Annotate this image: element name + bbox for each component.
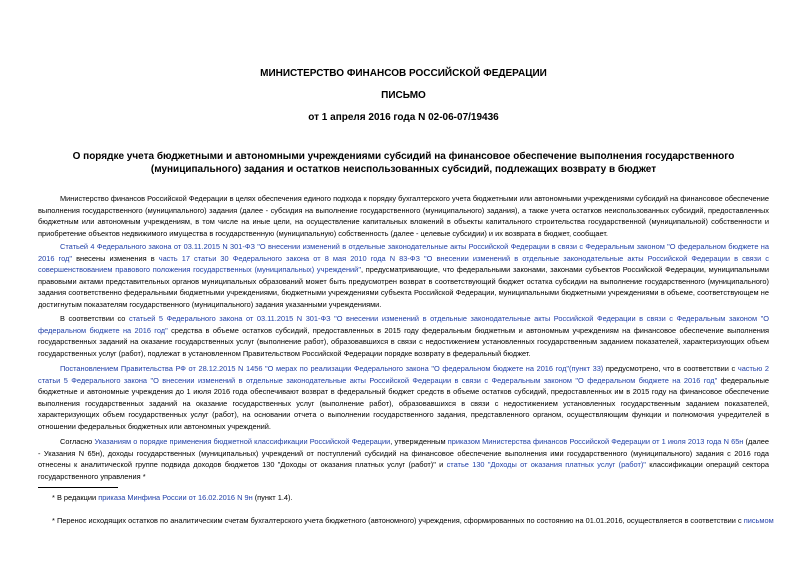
footnote-2-text-0: Перенос исходящих остатков по аналитическим счетам бухгалтерского учета бюджетного (автономного) учреждения, сформированных по состоянию на 01.01.2016, осуществляется в соответствии с [54,516,744,525]
law-83-article-30-link[interactable]: часть 17 статьи 30 Федерального закона от 8 мая 2010 года N 83-ФЗ "О внесении изменений в отдельные законодательные акты Российской Федерации в связи с совершенствованием правового положения государственных (муниципальных) учреждений" [38,253,769,274]
paragraph-4 [38,363,769,432]
paragraph-2 [38,241,769,310]
footnote-1 [38,492,769,503]
paragraph-2-text-1: внесены изменения в [71,253,159,263]
paragraph-3 [38,313,769,359]
law-article-5-part-2-link[interactable]: частью 2 статьи 5 Федерального закона "О внесении изменений в отдельные законодательные акты Российской Федерации в связи с Федеральным законом "О федеральном бюджете на 2016 год" [38,364,769,385]
article-130-link[interactable]: статье 130 "Доходы от оказания платных услуг (работ)" [446,460,646,469]
order-9n-link[interactable]: приказа Минфина России от 16.02.2016 N 9н [98,493,253,502]
footnote-2 [38,515,774,526]
document-date-number: от 1 апреля 2016 года N 02-06-07/19436 [308,112,499,123]
document-type: ПИСЬМО [381,90,426,101]
budget-classification-instructions-link[interactable]: Указаниям о порядке применения бюджетной классификации Российской Федерации [94,437,391,446]
letter-link[interactable]: письмом [743,516,774,525]
paragraph-1-text: Министерство финансов Российской Федерации в целях обеспечения единого подхода к порядку бухгалтерского учета бюджетными или автономными учреждениями субсидий на финансовое обеспечение выполнения государственного (муниципального) задания (далее - субсидия на выполнение государственного (муниципального) задания), а также учета остатков неиспользованных субсидий, предоставленных бюджетным или автономным учреждениям, в том числе на иные цели, на осуществление капитальных вложений в объекты капитального строительства государственной (муниципальной) собственности и приобретение объектов недвижимого имущества в государственную (муниципальную) собственность (далее - целевые субсидии) и их возврата в бюджет, сообщает. [38,194,769,238]
document-subject: О порядке учета бюджетными и автономными учреждениями субсидий на финансовое обеспечение выполнения государственного (муниципального) задания и остатков неиспользованных субсидий, подлежащих возврату в бюджет [72,151,735,175]
paragraph-4-text-2: федеральные бюджетные и автономные учреждения до 1 июля 2016 года обеспечивают возврат в федеральный бюджет средств в объеме остатков субсидий, предоставленных им в 2015 году на финансовое обеспечение выполнения государственных заданий на оказание государственных услуг (выполнение работ), образовавшихся в связи с недостижением установленных государственным заданием показателей, характеризующих объем государственных услуг (работ), на основании отчета о выполнении государственного задания, представленного органом, осуществляющим функции и полномочия учредителей в отношении федеральных бюджетных или автономных учреждений. [38,375,769,431]
government-decree-1456-link[interactable]: Постановлением Правительства РФ от 28.12.2015 N 1456 "О мерах по реализации Федерального закона "О федеральном бюджете на 2016 год"(пункт 33) [60,364,604,373]
law-301-article-4-link[interactable]: Статьей 4 Федерального закона от 03.11.2015 N 301-ФЗ "О внесении изменений в отдельные законодательные акты Российской Федерации в связи с Федеральным законом "О федеральном бюджете на 2016 год" [38,242,769,263]
footnote-1-text-1: (пункт 1.4). [252,493,293,502]
footnote-divider [38,487,118,488]
paragraph-5-text-0: Согласно [60,437,95,446]
paragraph-4-text-1: предусмотрено, что в соответствии с [603,364,738,373]
law-301-article-5-link[interactable]: статьей 5 Федерального закона от 03.11.2015 N 301-ФЗ "О внесении изменений в отдельные законодательные акты Российской Федерации в связи с Федеральным законом "О федеральном бюджете на 2016 год" [38,314,769,335]
paragraph-5-text-1: , утвержденным [390,437,448,446]
footnote-2-marker: * [52,516,55,525]
paragraph-3-text-1: средства в объеме остатков субсидий, предоставленных в 2015 году федеральным бюджетным и автономным учреждениям на финансовое обеспечение выполнения государственных заданий на оказание государственных услуг (выполнение работ), образовавшихся в связи с недостижением установленных государственным заданием показателей, характеризующих объем государственных услуг (работ), подлежат в установленном Правительством Российской Федерации порядке возврату в федеральный бюджет. [38,325,769,358]
order-65n-link[interactable]: приказом Министерства финансов Российской Федерации от 1 июля 2013 года N 65н [447,437,744,446]
footnote-1-marker: * [52,493,55,502]
footnote-1-text-0: В редакции [54,493,99,502]
footnote-reference: * [140,471,146,481]
paragraph-5-text-3: классификации операций сектора государственного управления [38,460,769,481]
paragraph-5-text-2: (далее - Указания N 65н), доходы государственных (муниципальных) учреждений от поступлений субсидий на финансовое обеспечение выполнения ими государственного (муниципального) задания с 2016 года отнесены к аналитической группе подвида доходов бюджетов 130 "Доходы от оказания платных услуг (работ)" и [38,437,769,469]
paragraph-3-text-0: В соответствии со [60,314,129,323]
paragraph-1 [38,193,769,239]
ministry-name: МИНИСТЕРСТВО ФИНАНСОВ РОССИЙСКОЙ ФЕДЕРАЦИИ [260,68,547,79]
paragraph-2-text-2: , предусматривающие, что федеральными законами, законами субъектов Российской Федерации, муниципальными правовыми актами представительных органов муниципальных образований может быть предусмотрен возврат в соответствующий бюджет остатка субсидии на выполнение государственного (муниципального) задания соответственно федеральными бюджетными учреждениями, бюджетными учреждениями субъекта Российской Федерации, муниципальными бюджетными учреждениями в объеме, соответствующем не достигнутым показателям государственного (муниципального) задания указанными учреждениями. [38,265,769,309]
paragraph-5 [38,436,769,482]
